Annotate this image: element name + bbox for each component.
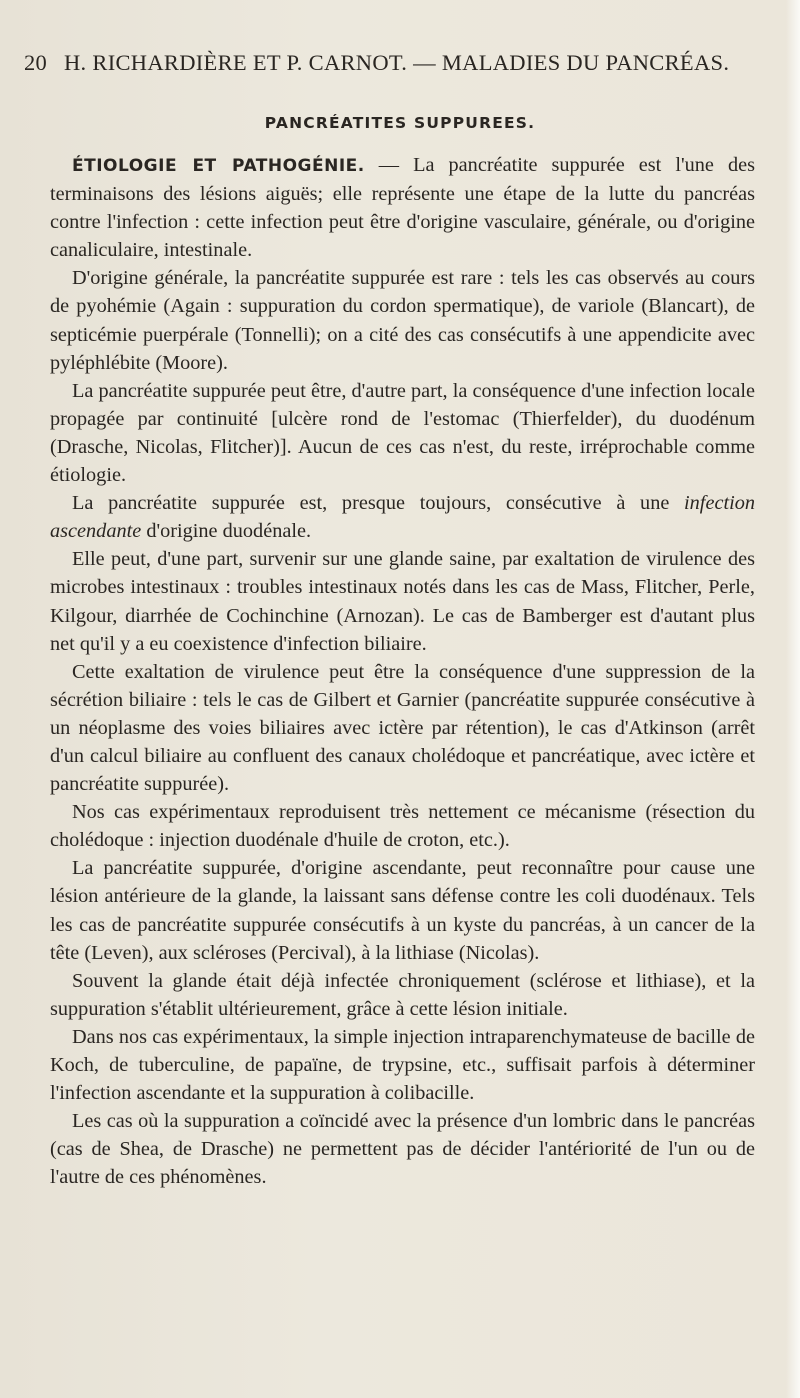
- paragraph-cas-experimentaux: Nos cas expérimentaux reproduisent très nettement ce mécanisme (résection du cholédoque : injection duodénale d'huile de croton, etc.).: [50, 801, 755, 852]
- paragraph-glande-saine: Elle peut, d'une part, survenir sur une glande saine, par exaltation de virulence des microbes intestinaux : troubles intestinaux notés dans les cas de Mass, Flitcher, Perle, Kilgour, diarrhée de Cochinchine (Arnozan). Le cas de Bamberger est d'autant plus net qu'il y a eu coexistence d'infection biliaire.: [50, 548, 755, 655]
- paragraph-text: d'origine duodénale.: [141, 520, 312, 543]
- paragraph-origine-generale: D'origine générale, la pancréatite suppurée est rare : tels les cas observés au cours de pyohémie (Again : suppuration du cordon spermatique), de variole (Blancart), de septicémie puerpérale (Tonnelli); on a cité des cas consécutifs à une appendicite avec pyléphlébite (Moore).: [50, 267, 755, 374]
- paragraph-lesion-anterieure: La pancréatite suppurée, d'origine ascendante, peut reconnaître pour cause une lésion antérieure de la glande, la laissant sans défense contre les coli duodénaux. Tels les cas de pancréatite suppurée consécutifs à un kyste du pancréas, à un cancer de la tête (Leven), aux scléroses (Percival), à la lithiase (Nicolas).: [50, 857, 755, 964]
- paragraph-infection-chronique: Souvent la glande était déjà infectée chroniquement (sclérose et lithiase), et la suppuration s'établit ultérieurement, grâce à cette lésion initiale.: [50, 969, 755, 1020]
- italic-term: infection ascendante: [50, 492, 755, 543]
- paragraph-suppression-biliaire: Cette exaltation de virulence peut être la conséquence d'une suppression de la sécrétion biliaire : tels le cas de Gilbert et Garnier (pancréatite suppurée consécutive à un néoplasme des voies biliaires avec ictère par rétention), le cas d'Atkinson (arrêt d'un calcul biliaire au confluent des canaux cholédoque et pancréatique, avec ictère et pancréatite suppurée).: [50, 660, 755, 796]
- paragraph-lead-heading: ÉTIOLOGIE ET PATHOGÉNIE.: [72, 156, 365, 176]
- body-text: [50, 151, 755, 1191]
- paragraph-lombric: Les cas où la suppuration a coïncidé avec la présence d'un lombric dans le pancréas (cas de Shea, de Drasche) ne permettent pas de décider l'antériorité de l'un ou de l'autre de ces phénomènes.: [50, 1110, 755, 1189]
- running-header: [24, 50, 764, 76]
- paragraph-infection-ascendante: [50, 489, 755, 545]
- paragraph-infection-locale: La pancréatite suppurée peut être, d'autre part, la conséquence d'une infection locale propagée par continuité [ulcère rond de l'estomac (Thierfelder), du duodénum (Drasche, Nicolas, Flitcher)]. Aucun de ces cas n'est, du reste, irréprochable comme étiologie.: [50, 379, 755, 487]
- page-number: 20: [24, 50, 48, 75]
- section-title: PANCRÉATITES SUPPUREES.: [264, 114, 536, 132]
- paragraph-text: — La pancréatite suppurée est l'une des terminaisons des lésions aiguës; elle représente une étape de la lutte du pancréas contre l'infection : cette infection peut être d'origine vasculaire, générale, ou d'origine canaliculaire, intestinale.: [50, 154, 755, 262]
- paragraph-text: La pancréatite suppurée est, presque toujours, consécutive à une: [72, 492, 685, 515]
- page-edge: [786, 0, 800, 1398]
- running-title: H. RICHARDIÈRE ET P. CARNOT. — MALADIES DU PANCRÉAS.: [64, 50, 730, 75]
- paragraph-injection-intraparenchymateuse: Dans nos cas expérimentaux, la simple injection intraparenchymateuse de bacille de Koch, de tuberculine, de papaïne, de trypsine, etc., suffisait parfois à déterminer l'infection ascendante et la suppuration à colibacille.: [50, 1025, 755, 1105]
- paragraph-etiologie: [50, 151, 755, 264]
